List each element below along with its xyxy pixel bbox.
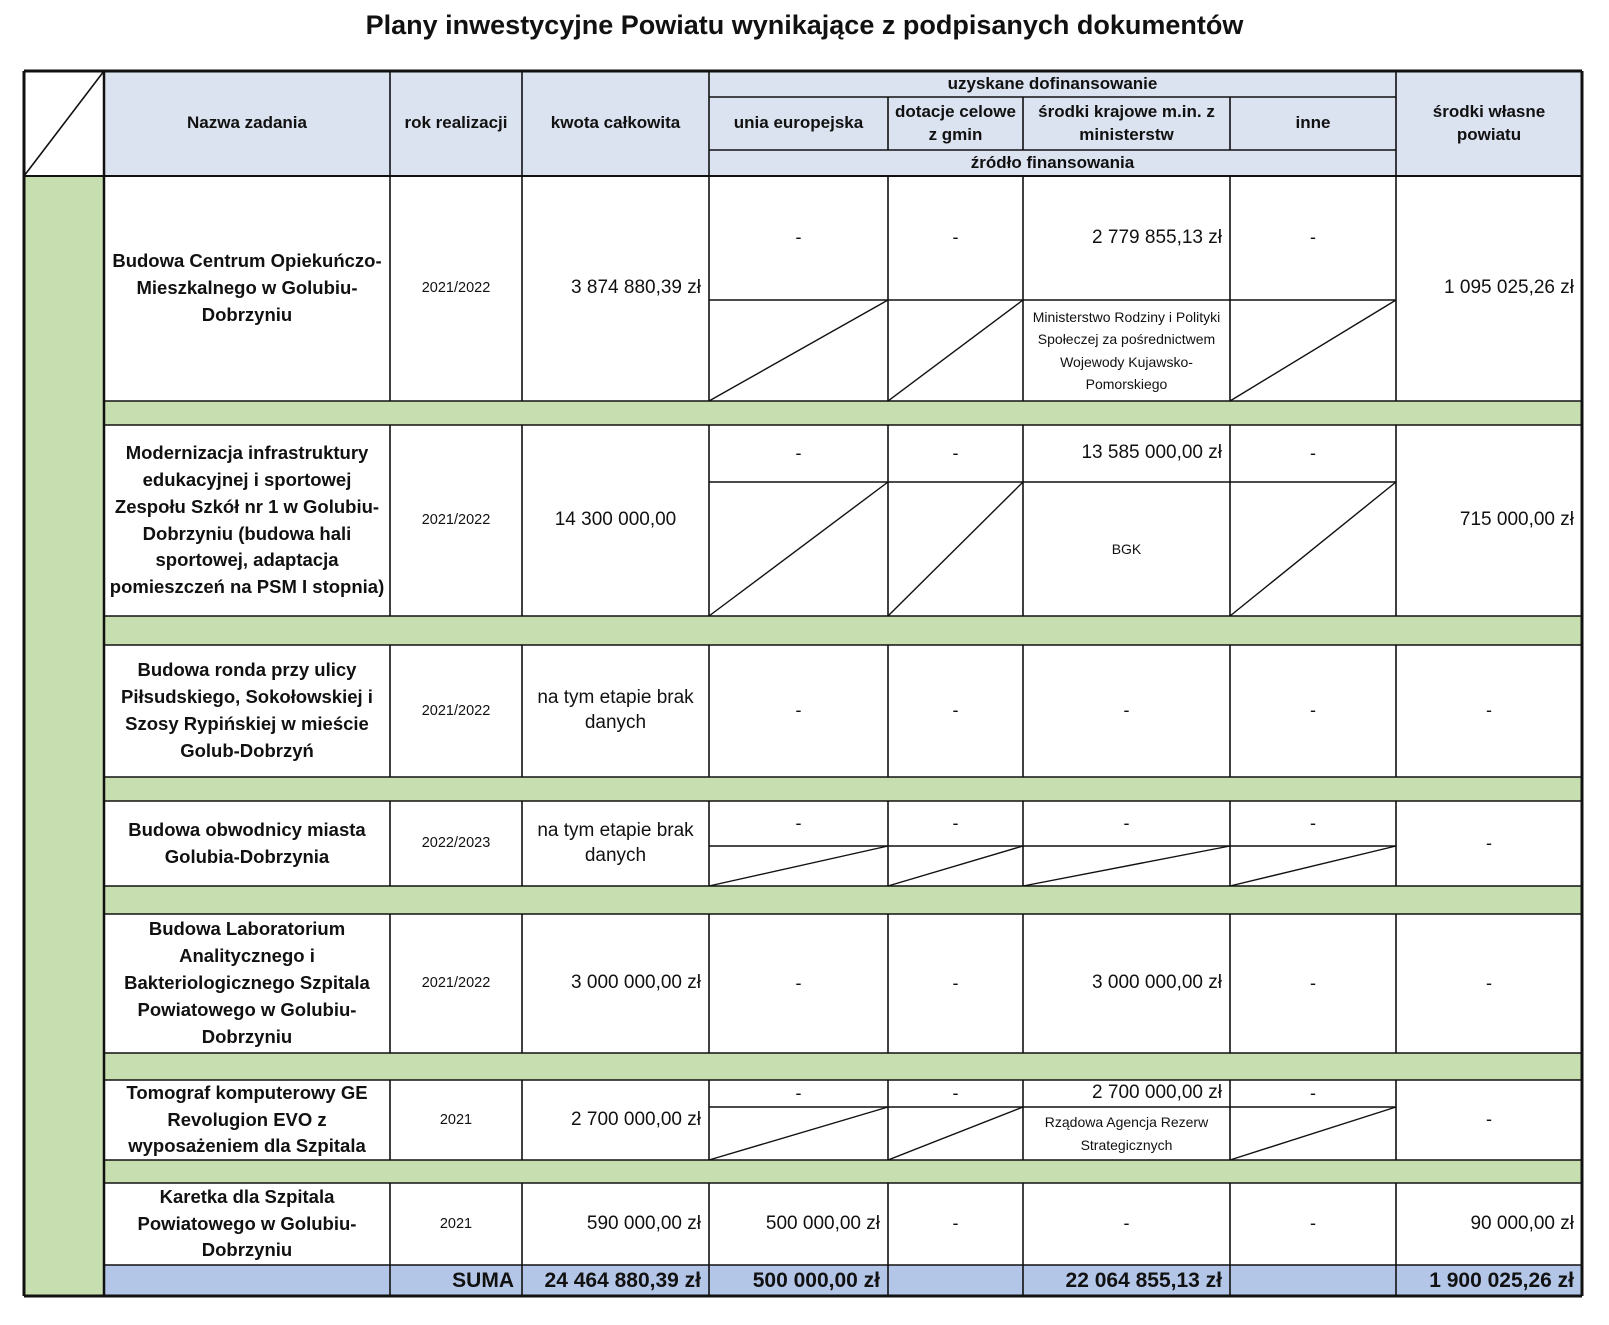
task-eu: - [795,227,802,248]
task-year: 2021/2022 [421,280,491,297]
task-national: 3 000 000,00 zł [1092,972,1222,994]
task-name: Budowa obwodnicy miasta Golubia-Dobrzynia [128,818,366,867]
task-gmin: - [952,227,959,248]
task-name: Tomograf komputerowy GE Revolugion EVO z wyposażeniem dla Szpitala [126,1081,368,1157]
row-diagonal [709,1107,888,1160]
task-eu: - [795,442,802,463]
task-total: 14 300 000,00 [554,509,677,531]
task-other: - [1310,442,1316,463]
task-other: - [1310,700,1316,721]
row-diagonal [888,482,1023,616]
task-other: - [1310,1082,1316,1103]
page-title: Plany inwestycyjne Powiatu wynikające z podpisanych dokumentów [365,10,1244,40]
task-gmin: - [952,812,959,833]
task-own: 90 000,00 zł [1470,1212,1574,1234]
task-national: 2 779 855,13 zł [1092,226,1222,248]
task-name: Budowa Centrum Opiekuńczo-Mieszkalnego w Golubiu-Dobrzyniu [112,250,382,325]
header-national: środki krajowe m.in. z ministerstw [1038,102,1215,144]
task-gmin: - [952,972,959,993]
task-national: - [1123,812,1130,833]
task-national: - [1123,1213,1130,1234]
sum-national: 22 064 855,13 zł [1065,1268,1222,1292]
header-cofinancing: uzyskane dofinansowanie [947,73,1158,93]
green-separator-row [104,886,1582,914]
sum-eu: 500 000,00 zł [752,1268,880,1292]
task-gmin: - [952,700,959,721]
task-gmin: - [952,1082,959,1103]
sum-label: SUMA [452,1268,514,1292]
task-year: 2021/2022 [421,975,491,992]
task-national: 2 700 000,00 zł [1092,1082,1222,1104]
task-total: 2 700 000,00 zł [571,1108,701,1130]
task-funding-source: Rządowa Agencja Rezerw Strategicznych [1044,1114,1209,1153]
task-national: - [1123,700,1130,721]
task-name: Modernizacja infrastruktury edukacyjnej i sportowej Zespołu Szkół nr 1 w Golubiu-Dobrzyniu (budowa hali sportowej, adaptacja pomieszczeń na PSM I stopnia) [109,442,385,598]
header-diagonal [24,71,104,176]
task-year: 2021/2022 [421,702,491,719]
row-diagonal [1230,1107,1396,1160]
row-diagonal [1230,300,1396,401]
task-own: - [1486,972,1492,993]
task-national: 13 585 000,00 zł [1081,442,1222,464]
row-diagonal [888,1107,1023,1160]
task-total: na tym etapie brak danych [537,819,694,866]
task-other: - [1310,227,1316,248]
row-diagonal [1230,846,1396,886]
task-own: 715 000,00 zł [1459,509,1574,531]
task-name: Budowa ronda przy ulicy Piłsudskiego, Sokołowskiej i Szosy Rypińskiej w mieście Golub-Dobrzyń [121,659,373,761]
row-diagonal [709,846,888,886]
header-total: kwota całkowita [550,113,681,133]
task-own: - [1486,700,1492,721]
task-own: - [1486,832,1492,853]
task-eu: - [795,1082,802,1103]
task-funding-source: Ministerstwo Rodziny i Polityki Społeczej za pośrednictwem Wojewody Kujawsko-Pomorskiego [1032,308,1221,392]
row-diagonal [888,846,1023,886]
header-eu: unia europejska [733,113,864,133]
task-year: 2021 [439,1215,473,1232]
task-other: - [1310,812,1316,833]
green-separator-row [104,401,1582,425]
left-green-column [24,176,104,1296]
header-gmin: dotacje celowe z gmin [895,102,1016,144]
task-own: 1 095 025,26 zł [1444,277,1574,299]
header-year: rok realizacji [404,113,508,133]
task-gmin: - [952,1213,959,1234]
task-year: 2021/2022 [421,512,491,529]
header-own: środki własne powiatu [1432,102,1546,144]
task-total: 3 000 000,00 zł [571,972,701,994]
row-diagonal [709,300,888,401]
task-eu: - [795,972,802,993]
task-funding-source: BGK [1111,540,1142,557]
task-other: - [1310,972,1316,993]
row-diagonal [888,300,1023,401]
task-total: 590 000,00 zł [586,1212,701,1234]
task-gmin: - [952,442,959,463]
task-name: Budowa Laboratorium Analitycznego i Bakteriologicznego Szpitala Powiatowego w Golubiu-Dobrzyniu [124,918,370,1047]
sum-total: 24 464 880,39 zł [544,1268,701,1292]
task-name: Karetka dla Szpitala Powiatowego w Golubiu-Dobrzyniu [137,1185,357,1261]
header-other: inne [1295,113,1331,133]
task-other: - [1310,1213,1316,1234]
green-separator-row [104,1053,1582,1080]
task-eu: 500 000,00 zł [765,1212,880,1234]
task-eu: - [795,812,802,833]
row-diagonal [1230,482,1396,616]
task-own: - [1486,1109,1492,1130]
task-year: 2021 [439,1111,473,1128]
header-task-name: Nazwa zadania [187,113,307,133]
green-separator-row [104,616,1582,645]
task-total: na tym etapie brak danych [537,687,694,733]
sum-own: 1 900 025,26 zł [1429,1268,1574,1292]
header-funding-source: źródło finansowania [970,152,1135,172]
row-diagonal [709,482,888,616]
task-total: 3 874 880,39 zł [571,277,701,299]
task-year: 2022/2023 [421,835,491,852]
green-separator-row [104,777,1582,801]
green-separator-row [104,1160,1582,1183]
task-eu: - [795,700,802,721]
row-diagonal [1023,846,1230,886]
